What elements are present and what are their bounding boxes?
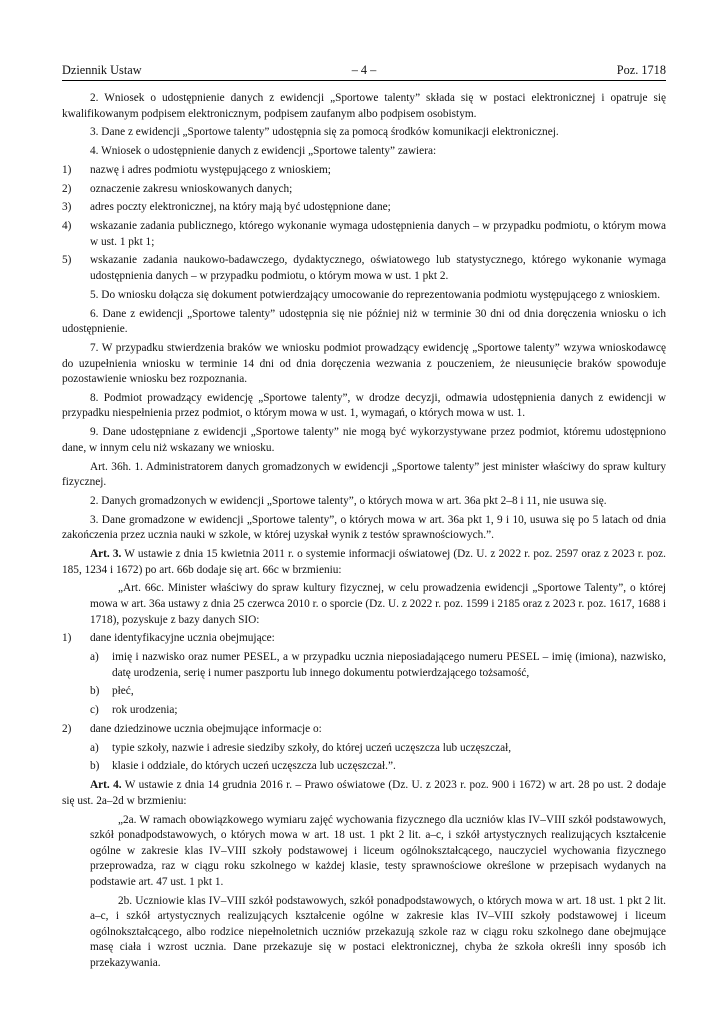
list-item [62,722,666,738]
paragraph: 3. Dane z ewidencji „Sportowe talenty” udostępnia się za pomocą środków komunikacji elektronicznej. [90,126,559,139]
item-text: nazwę i adres podmiotu występującego z wnioskiem; [90,163,331,176]
item-text: dane dziedzinowe ucznia obejmujące informacje o: [90,722,322,735]
numbered-list [62,631,666,775]
item-number: 2) [62,182,72,195]
paragraph: Art. 36h. 1. Administratorem danych gromadzonych w ewidencji „Sportowe talenty” jest minister właściwy do spraw kultury fizycznej. [62,460,666,489]
item-text: wskazanie zadania publicznego, którego wykonanie wymaga udostępnienia danych – w przypadku podmiotu, o którym mowa w ust. 1 pkt 1; [90,220,666,248]
sub-item-text: typie szkoły, nazwie i adresie siedziby szkoły, do której uczeń uczęszcza lub uczęszczał, [112,741,512,754]
article-4 [62,778,666,809]
item-text: adres poczty elektronicznej, na który mają być udostępnione dane; [90,201,391,214]
paragraph: 4. Wniosek o udostępnienie danych z ewidencji „Sportowe talenty” zawiera: [90,145,437,158]
sub-item-letter: a) [90,651,99,664]
paragraph: 2. Wniosek o udostępnienie danych z ewidencji „Sportowe talenty” składa się w postaci elektronicznej i opatruje się kwalifikowanym podpisem elektronicznym, podpisem zaufanym albo podpisem osobistym. [62,91,666,120]
sub-item-letter: b) [90,760,100,773]
sub-item-text: imię i nazwisko oraz numer PESEL, a w przypadku ucznia nieposiadającego numeru PESEL – imię (imiona), nazwisko, datę urodzenia, serię i numer paszportu lub innego dokumentu potwierdzającego tożsamość, [112,651,666,679]
position-number: Poz. 1718 [616,63,666,77]
item-number: 5) [62,254,72,267]
document-page [62,62,666,975]
paragraph: 6. Dane z ewidencji „Sportowe talenty” udostępnia się nie później niż w terminie 30 dni od dnia doręczenia wniosku o ich udostępnienie. [62,307,666,336]
item-number: 4) [62,220,72,233]
paragraph: 2. Danych gromadzonych w ewidencji „Sportowe talenty”, o których mowa w art. 36a pkt 2–8 i 11, nie usuwa się. [90,494,607,507]
item-text: dane identyfikacyjne ucznia obejmujące: [90,632,275,645]
paragraph: „2a. W ramach obowiązkowego wymiaru zajęć wychowania fizycznego dla uczniów klas IV–VIII szkół podstawowych, szkół ponadpodstawowych, o których mowa w art. 18 ust. 1 pkt 2 lit. a–c, i szkół artystycznych realizujących kształcenie ogólne w zakresie klas IV–VIII szkoły podstawowej i liceum ogólnokształcącego, nauczyciel wychowania fizycznego przeprowadza, raz w ciągu roku szkolnego w każdej klasie, testy sprawnościowe określone w przepisach wydanych na podstawie art. 47 ust. 1 pkt 1. [90,813,666,888]
sub-item [90,741,666,757]
article-3 [62,547,666,578]
paragraph: 9. Dane udostępniane z ewidencji „Sportowe talenty” nie mogą być wykorzystywane przez podmiot, któremu udostępniono dane, w innym celu niż wskazany we wniosku. [62,426,666,454]
paragraph: 7. W przypadku stwierdzenia braków we wniosku podmiot prowadzący ewidencję „Sportowe talenty” wzywa wnioskodawcę do uzupełnienia wniosku w terminie 14 dni od dnia doręczenia wezwania z pouczeniem, że nieusunięcie braków spowoduje pozostawienie wniosku bez rozpoznania. [62,341,666,386]
page-number: – 4 – [351,63,377,77]
list-item [62,163,666,179]
article-text: W ustawie z dnia 15 kwietnia 2011 r. o systemie informacji oświatowej (Dz. U. z 2022 r. poz. 2597 oraz z 2023 r. poz. 185, 1234 i 1672) po art. 66b dodaje się art. 66c w brzmieniu: [62,548,666,576]
item-text: oznaczenie zakresu wnioskowanych danych; [90,182,293,195]
list-item [62,631,666,647]
item-number: 3) [62,201,72,214]
list-item [62,200,666,216]
item-text: wskazanie zadania naukowo-badawczego, dydaktycznego, oświatowego lub statystycznego, którego wykonanie wymaga udostępnienia danych – w przypadku podmiotu, o którym mowa w ust. 1 pkt 2. [90,254,666,283]
paragraph: 5. Do wniosku dołącza się dokument potwierdzający umocowanie do reprezentowania podmiotu występującego z wnioskiem. [90,288,661,301]
page-header [62,62,666,81]
item-number: 1) [62,632,72,645]
quoted-provision [90,813,666,972]
article-label: Art. 4. [90,779,122,792]
article-label: Art. 3. [90,548,122,560]
item-number: 2) [62,722,72,735]
sub-item [90,684,666,700]
sub-item [90,759,666,775]
sub-item [90,650,666,681]
sub-item-letter: c) [90,704,99,717]
sub-item-letter: b) [90,685,100,698]
paragraph: 2b. Uczniowie klas IV–VIII szkół podstawowych, szkół ponadpodstawowych, o których mowa w art. 18 ust. 1 pkt 2 lit. a–c, i szkół artystycznych realizujących kształcenie ogólne w zakresie klas IV–VIII szkoły podstawowej i liceum ogólnokształcącego, albo rodzice niepełnoletnich uczniów przekazują szkole raz w ciągu roku szkolnego dane obejmujące masę ciała i wzrost ucznia. Dane przekazuje się w postaci elektronicznej, chyba że szkoła określi inny sposób ich przekazywania. [90,894,666,969]
list-item [62,219,666,250]
list-item [62,182,666,198]
paragraph: 3. Dane gromadzone w ewidencji „Sportowe talenty”, o których mowa w art. 36a pkt 1, 9 i 10, usuwa się po 5 latach od dnia zakończenia przez ucznia nauki w szkole, w której uzyskał wynik z testów sprawnościowych.”. [62,513,666,542]
sub-item [90,703,666,719]
list-item [62,253,666,284]
paragraph: „Art. 66c. Minister właściwy do spraw kultury fizycznej, w celu prowadzenia ewidencji „Sportowe Talenty”, o której mowa w art. 36a ustawy z dnia 25 czerwca 2010 r. o sporcie (Dz. U. z 2022 r. poz. 1599 i 2185 oraz z 2023 r. poz. 1617, 1688 i 1718), pozyskuje z bazy danych SIO: [90,582,666,626]
article-text: W ustawie z dnia 14 grudnia 2016 r. – Prawo oświatowe (Dz. U. z 2023 r. poz. 900 i 1672) w art. 28 po ust. 2 dodaje się ust. 2a–2d w brzmieniu: [62,779,666,807]
journal-name: Dziennik Ustaw [62,63,142,77]
sub-item-letter: a) [90,741,99,754]
sub-item-text: klasie i oddziale, do których uczeń uczęszcza lub uczęszczał.”. [112,760,396,773]
sub-item-text: rok urodzenia; [112,704,178,717]
numbered-list [62,163,666,285]
paragraph: 8. Podmiot prowadzący ewidencję „Sportowe talenty”, w drodze decyzji, odmawia udostępnienia danych z ewidencji w przypadku niespełnienia przez podmiot, o którym mowa w ust. 1, wymagań, o których mowa w ust. 1. [62,391,666,420]
item-number: 1) [62,163,72,176]
quoted-provision [90,581,666,628]
sub-item-text: płeć, [112,685,134,698]
